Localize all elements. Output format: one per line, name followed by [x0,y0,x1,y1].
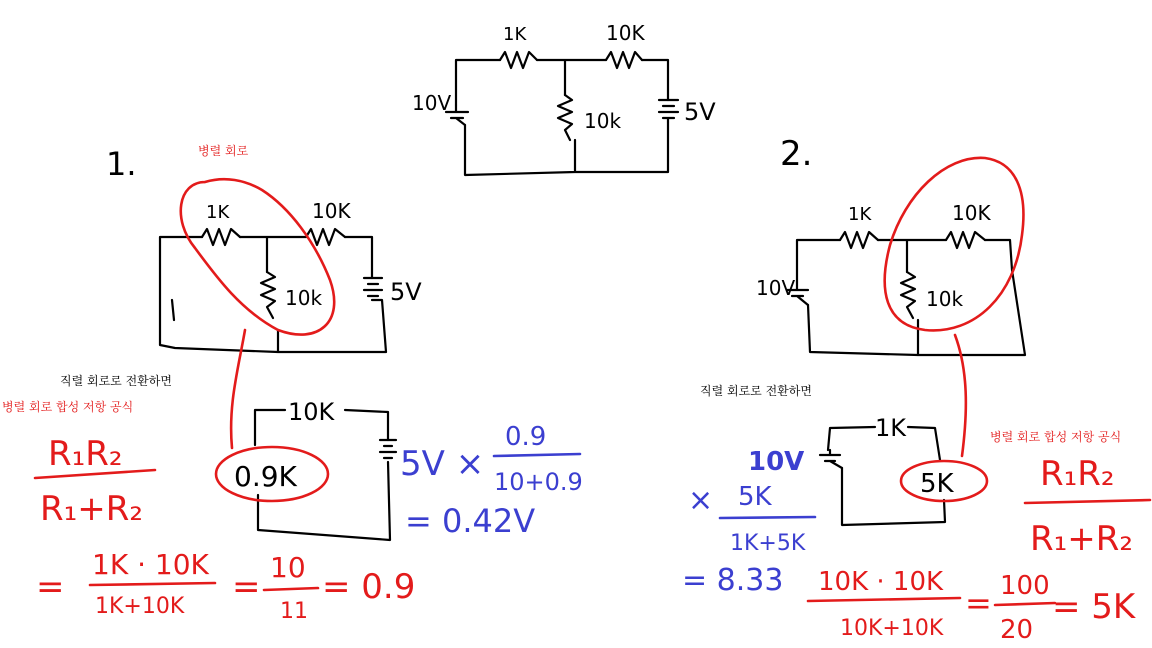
s2-div-mult: × [688,483,714,518]
top-circuit-wires [456,60,668,175]
s1-calc-eq: = [36,567,65,607]
s2-div-den: 1K+5K [730,531,806,556]
s1-resistor-10k-shunt [261,272,275,318]
s1-calc-den1: 1K+10K [95,594,185,619]
s2-formula-num: R₁R₂ [1040,454,1115,494]
s2-calc-bar2 [995,603,1055,605]
s1-calc-result: = 0.9 [322,567,416,607]
top-resistor-10k-series [606,52,642,68]
s2-div-num: 5K [738,482,772,512]
section1-parallel-label: 병렬 회로 [198,144,249,158]
top-label-r1: 1K [503,24,527,45]
top-label-r2: 10K [606,21,645,45]
s2-resistor-10k-shunt [901,272,915,318]
s1-label-v: 5V [390,278,422,306]
s2-calc-num1: 10K · 10K [818,567,944,597]
top-resistor-10k-shunt [558,95,572,140]
top-circuit [412,21,716,175]
s1-series-label: 직렬 회로로 전환하면 [60,374,172,388]
s1-div-den: 10+0.9 [494,468,583,496]
s1-resistor-1k [202,229,240,245]
s2-series-v: 10V [748,447,805,477]
s2-calc-result: = 5K [1052,587,1136,627]
s1-circuit-wires [160,237,386,352]
s2-div-result: = 8.33 [682,563,784,598]
s2-label-r1: 1K [848,204,872,225]
s2-label-v: 10V [756,276,796,300]
section1-number: 1. [106,145,137,183]
s2-series-r-eq: 5K [920,469,954,499]
s1-calc-bar2 [264,588,318,590]
s2-calc-num2: 100 [1000,571,1050,601]
top-resistor-1k [500,52,537,68]
s1-connector-line [231,330,245,448]
s1-label-r1: 1K [206,202,230,223]
s2-series-r-top: 1K [875,414,907,442]
s1-label-r3: 10k [285,286,323,310]
s1-div-volt: 5V × [400,444,485,484]
s1-div-bar [494,454,580,456]
top-label-v-right: 5V [684,98,716,126]
s2-calc-den1: 10K+10K [840,616,944,641]
s1-formula-num: R₁R₂ [48,434,123,474]
s1-series-r-top: 10K [288,398,335,426]
s1-formula-label: 병렬 회로 합성 저항 공식 [2,400,134,414]
s2-resistor-10k-series [946,232,985,248]
s2-formula-den: R₁+R₂ [1030,519,1133,559]
s1-calc-bar1 [90,583,215,585]
s2-calc-eq: = [965,584,992,622]
s1-calc-den2: 11 [280,599,308,624]
top-battery-right [659,100,678,122]
s1-div-num: 0.9 [505,422,547,452]
s2-label-r2: 10K [952,201,991,225]
s2-resistor-1k [840,232,878,248]
top-label-v-left: 10V [412,91,452,115]
s1-calc-eq2: = [232,567,261,607]
top-label-r3: 10k [584,109,622,133]
s2-calc-den2: 20 [1000,615,1034,645]
s2-circuit-wires [797,240,1025,355]
s2-formula-bar [1025,500,1150,503]
s1-label-r2: 10K [312,199,351,223]
s2-connector-line [955,335,966,456]
s1-formula-den: R₁+R₂ [40,489,143,529]
s1-calc-num1: 1K · 10K [92,548,209,581]
s2-label-r3: 10k [926,287,964,311]
s2-calc-bar1 [808,598,960,601]
s1-series-r-eq: 0.9K [234,460,297,493]
s1-series-battery [380,440,396,458]
s2-div-bar [720,517,815,518]
s2-series-battery [820,450,842,468]
s1-div-result: = 0.42V [405,502,536,540]
s2-series-label: 직렬 회로로 전환하면 [700,384,812,398]
section2-number: 2. [780,134,813,174]
s1-calc-num2: 10 [270,551,306,584]
s2-formula-label: 병렬 회로 합성 저항 공식 [990,430,1122,444]
section-2 [682,134,1150,645]
section-1 [2,143,583,624]
s1-battery [364,278,382,296]
